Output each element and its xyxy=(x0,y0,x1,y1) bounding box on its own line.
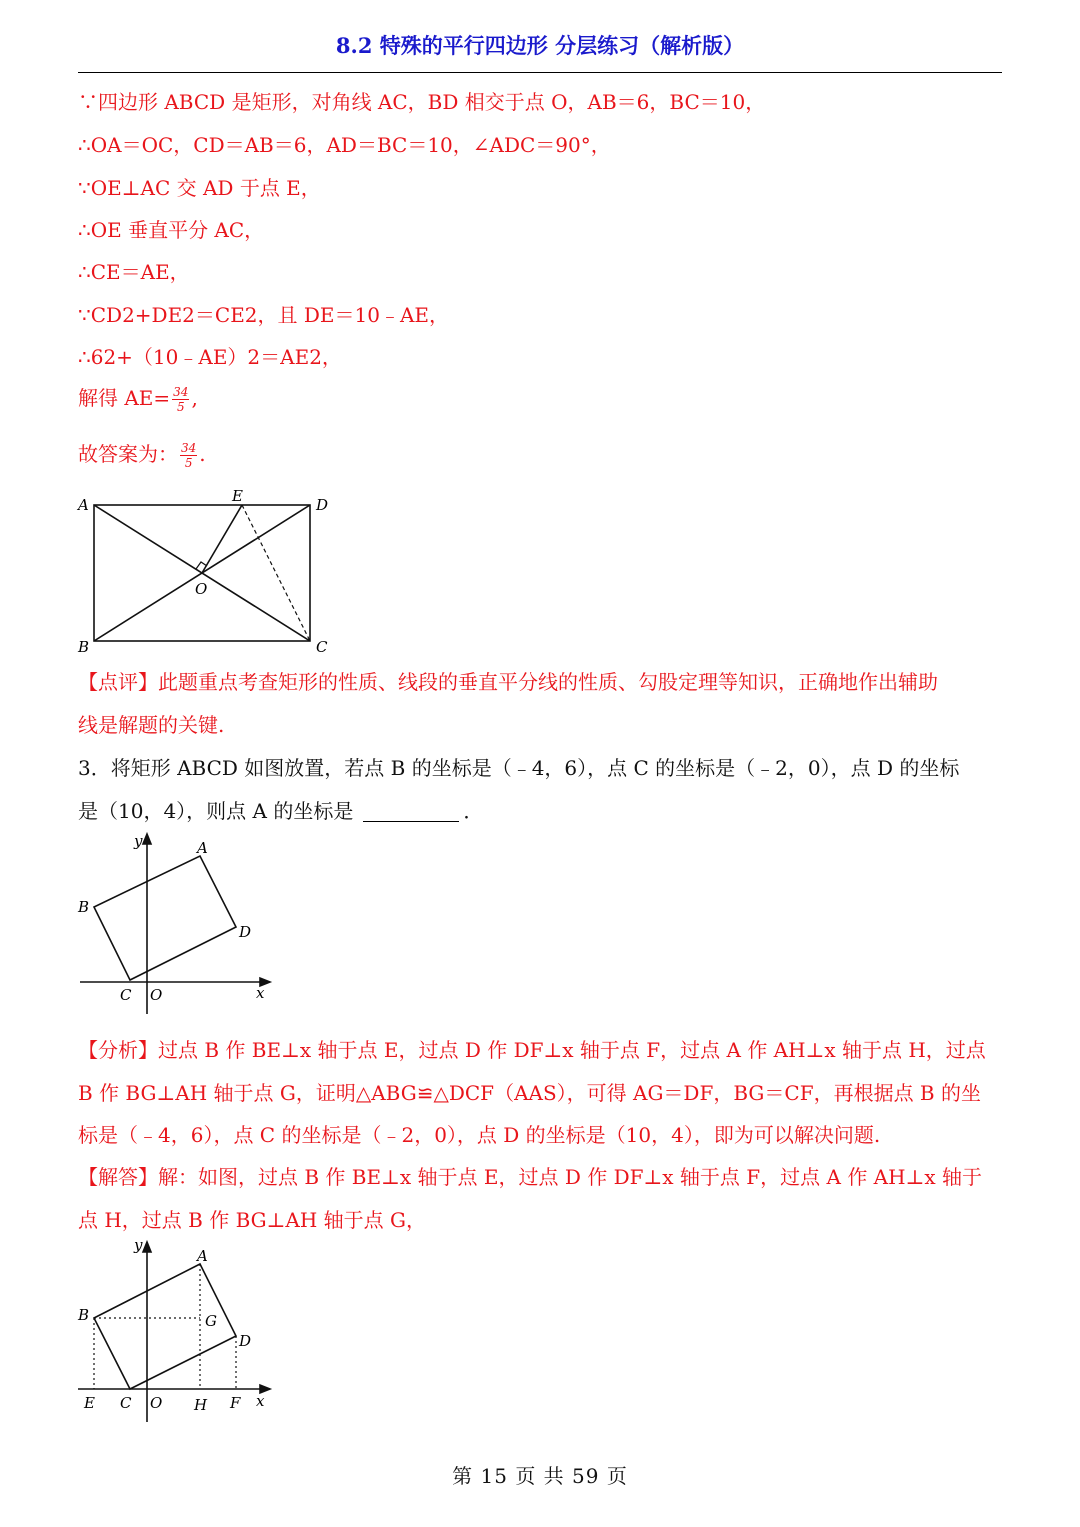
solve-line xyxy=(78,382,198,414)
axis-label-y: y xyxy=(134,832,143,850)
label-o: O xyxy=(150,1394,163,1412)
auxiliary-coordinate-figure xyxy=(74,1236,274,1426)
fraction-numerator: 34 xyxy=(181,441,197,455)
answer-line: 点 H，过点 B 作 BG⊥AH 轴于点 G， xyxy=(78,1208,426,1232)
solution-line: ∴OA＝OC，CD＝AB＝6，AD＝BC＝10，∠ADC＝90°， xyxy=(78,133,611,157)
fraction-denominator: 5 xyxy=(184,456,193,470)
comment-line: 线是解题的关键. xyxy=(78,713,225,737)
label-d: D xyxy=(316,496,329,514)
comment-line: 【点评】此题重点考查矩形的性质、线段的垂直平分线的性质、勾股定理等知识，正确地作出辅助 xyxy=(78,670,938,694)
label-d: D xyxy=(239,1332,252,1350)
answer-line: 【解答】解：如图，过点 B 作 BE⊥x 轴于点 E，过点 D 作 DF⊥x 轴于点 F，过点 A 作 AH⊥x 轴于 xyxy=(78,1165,983,1189)
segment-ce-dashed xyxy=(242,505,310,641)
answer-prefix: 故答案为： xyxy=(78,442,178,466)
solution-line: ∵OE⊥AC 交 AD 于点 E， xyxy=(78,176,321,200)
analysis-line: B 作 BG⊥AH 轴于点 G，证明△ABG≌△DCF（AAS），可得 AG＝DF，BG＝CF，再根据点 B 的坐 xyxy=(78,1081,981,1105)
label-e: E xyxy=(232,487,243,505)
solve-suffix: , xyxy=(191,386,198,410)
solution-line: ∵CD2+DE2＝CE2，且 DE＝10﹣AE， xyxy=(78,303,450,327)
y-axis-arrow xyxy=(143,1242,151,1252)
fraction-34-5 xyxy=(180,441,197,470)
solution-line: ∴62+（10﹣AE）2＝AE2， xyxy=(78,345,342,369)
page-number: 第 15 页 共 59 页 xyxy=(452,1464,628,1488)
label-a: A xyxy=(78,496,89,514)
solution-line: ∴OE 垂直平分 AC， xyxy=(78,218,265,242)
analysis-line: 【分析】过点 B 作 BE⊥x 轴于点 E，过点 D 作 DF⊥x 轴于点 F，过点 A 作 AH⊥x 轴于点 H，过点 xyxy=(78,1038,986,1062)
label-b: B xyxy=(78,638,90,656)
axis-label-y: y xyxy=(134,1236,143,1254)
label-c: C xyxy=(120,986,132,1004)
label-b: B xyxy=(78,1306,90,1324)
solve-prefix: 解得 AE= xyxy=(78,386,171,410)
rectangle-abcd xyxy=(94,856,236,980)
fraction-denominator: 5 xyxy=(176,400,185,414)
y-axis-arrow xyxy=(143,834,151,844)
label-h: H xyxy=(194,1396,208,1414)
answer-blank xyxy=(363,803,459,822)
solution-line: ∵四边形 ABCD 是矩形，对角线 AC，BD 相交于点 O，AB＝6，BC＝10， xyxy=(78,90,766,114)
label-a: A xyxy=(197,1247,208,1265)
question-3-prefix: 是（10，4），则点 A 的坐标是 xyxy=(78,799,354,823)
question-3-line: 3．将矩形 ABCD 如图放置，若点 B 的坐标是（﹣4，6），点 C 的坐标是（﹣2，0），点 D 的坐标 xyxy=(78,756,960,780)
answer-suffix: . xyxy=(199,442,206,466)
question-3-line xyxy=(78,795,483,824)
coordinate-figure xyxy=(74,828,274,1018)
label-c: C xyxy=(316,638,328,656)
label-o: O xyxy=(195,580,208,598)
segment-oe xyxy=(202,505,242,573)
analysis-line: 标是（﹣4，6），点 C 的坐标是（﹣2，0），点 D 的坐标是（10，4），即为可以解决问题. xyxy=(78,1123,881,1147)
fraction-numerator: 34 xyxy=(173,385,189,399)
label-e: E xyxy=(84,1394,95,1412)
label-o: O xyxy=(150,986,163,1004)
label-c: C xyxy=(120,1394,132,1412)
page-title: 8.2 特殊的平行四边形 分层练习（解析版） xyxy=(335,33,745,58)
rectangle-figure xyxy=(74,486,334,658)
solution-line: ∴CE＝AE， xyxy=(78,260,190,284)
label-g: G xyxy=(205,1312,217,1330)
question-3-suffix: ． xyxy=(463,799,484,823)
answer-line xyxy=(78,438,206,470)
label-f: F xyxy=(230,1394,241,1412)
label-d: D xyxy=(239,923,252,941)
axis-label-x: x xyxy=(256,984,265,1002)
fraction-34-5 xyxy=(172,385,189,414)
label-b: B xyxy=(78,898,90,916)
header-divider xyxy=(78,72,1002,73)
axis-label-x: x xyxy=(256,1392,265,1410)
label-a: A xyxy=(197,839,208,857)
